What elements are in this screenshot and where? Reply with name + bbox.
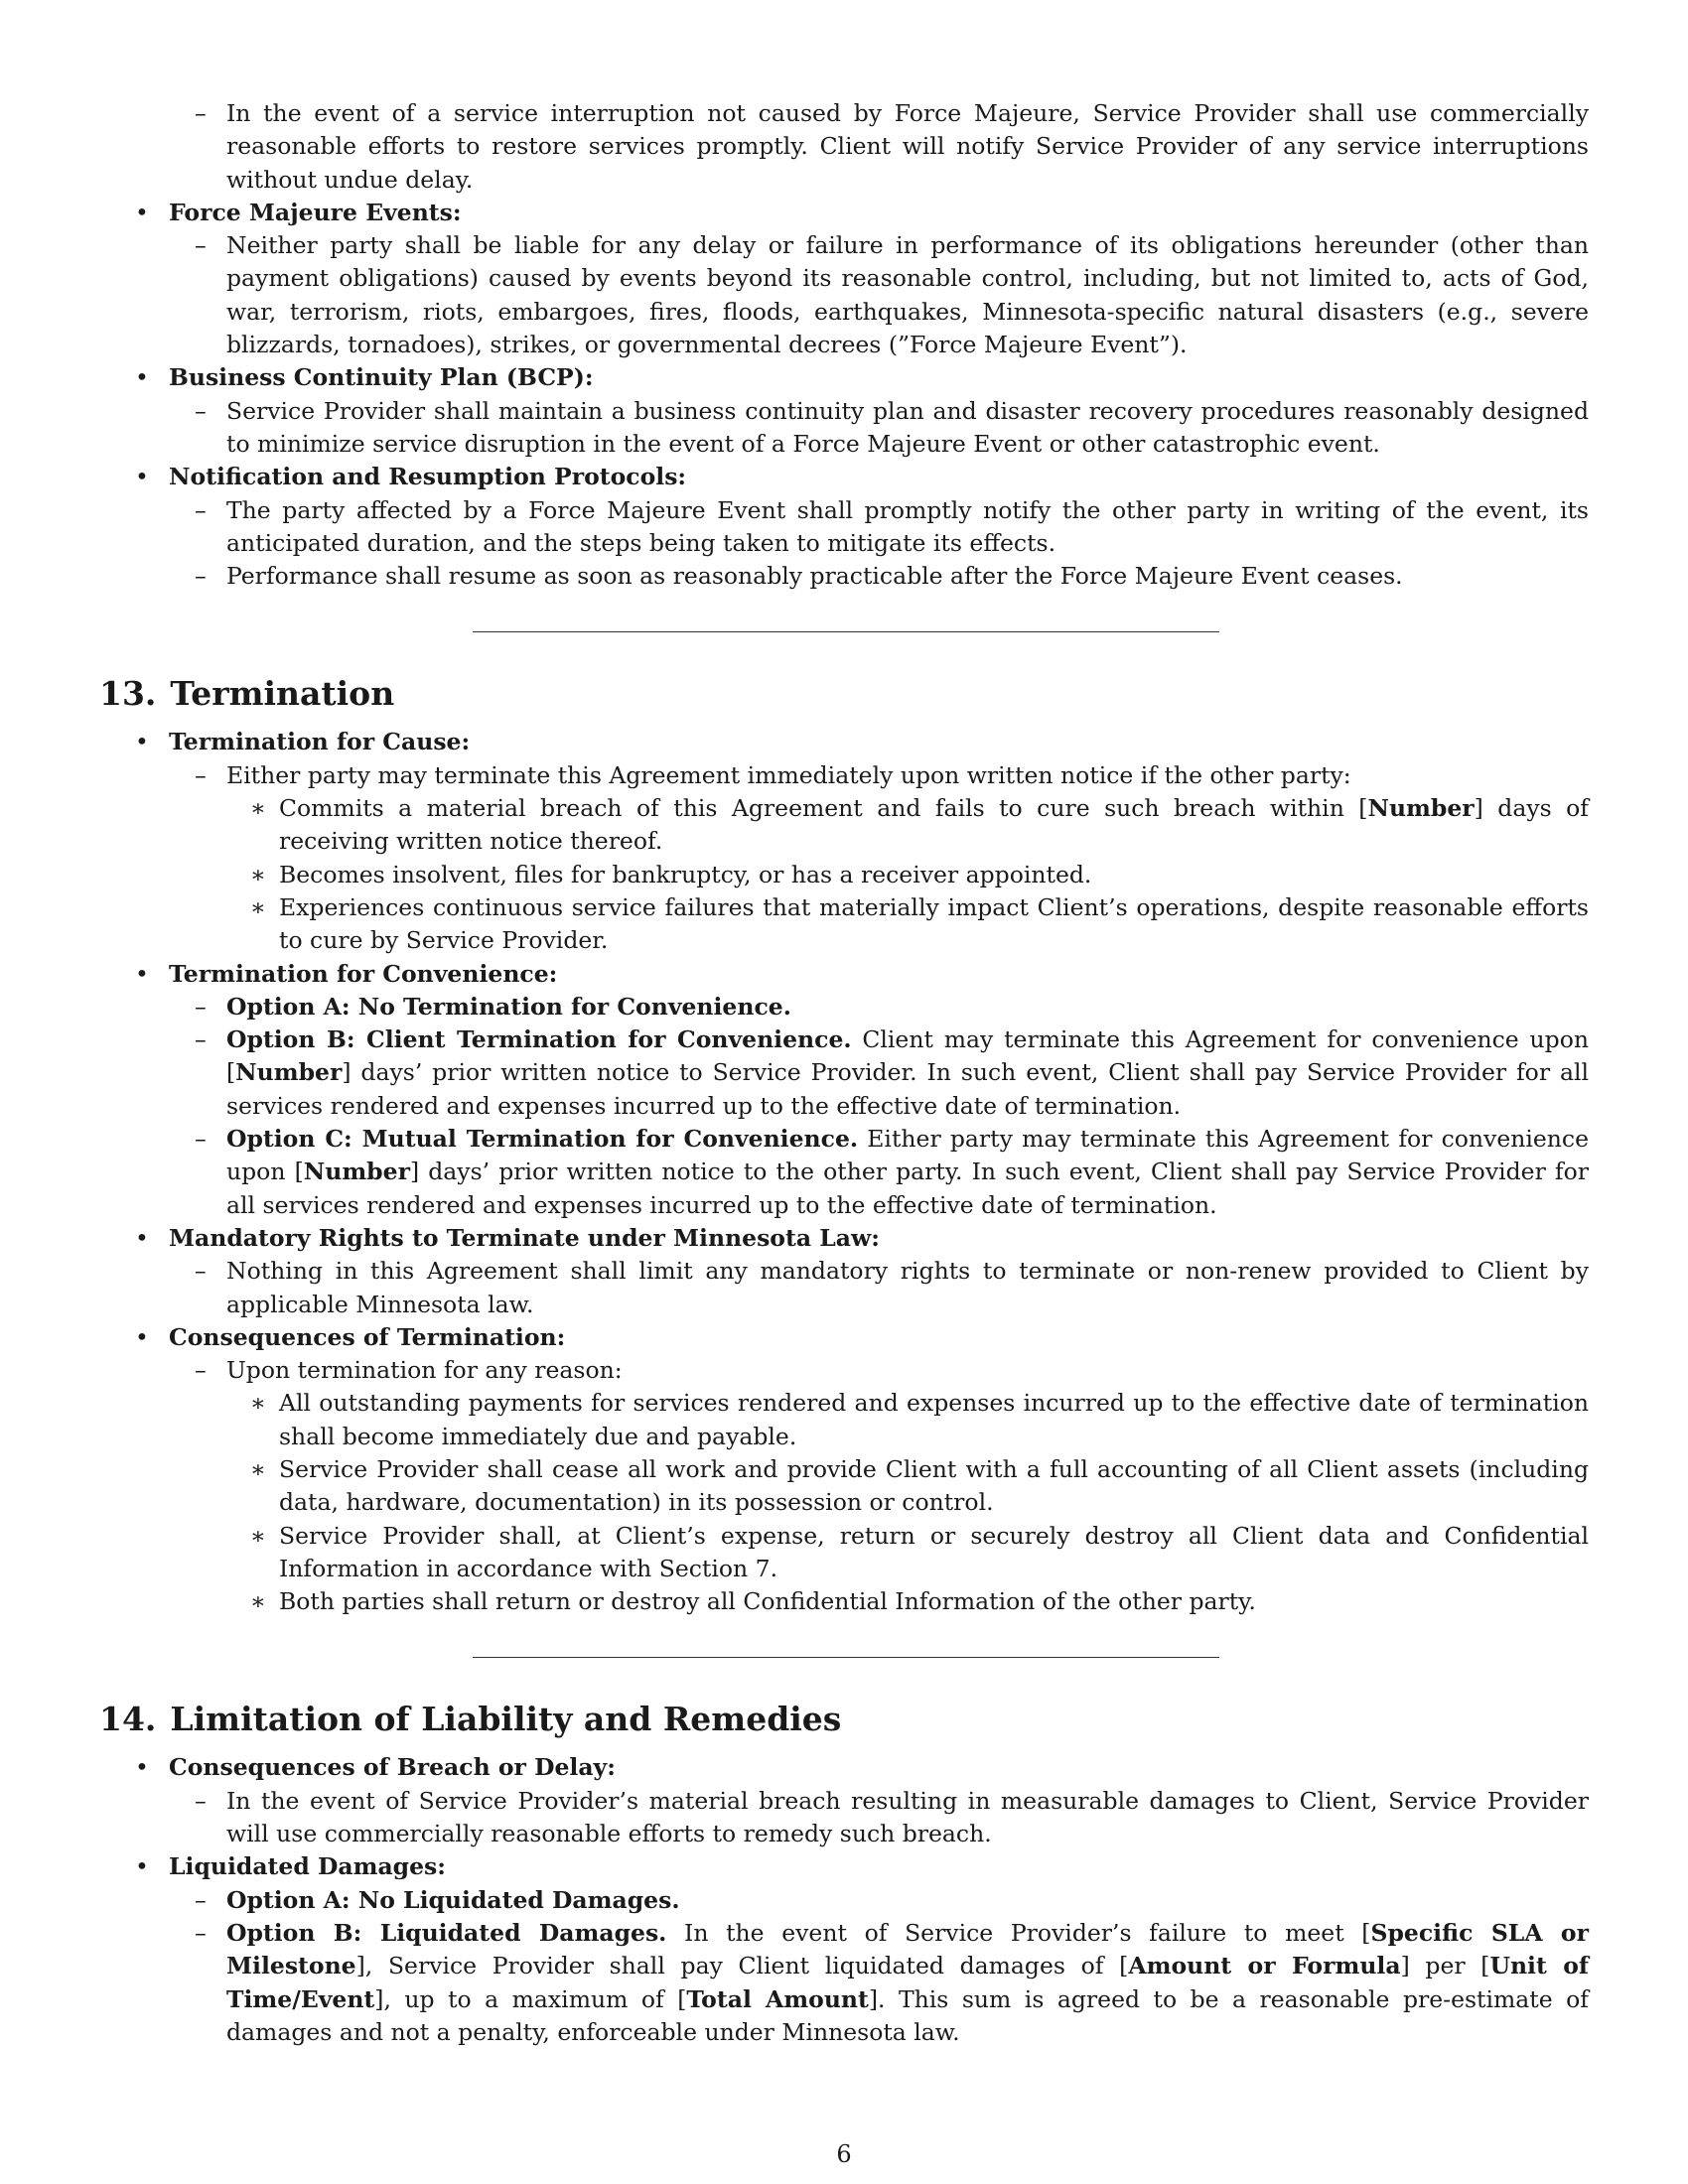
list-item: ∗ Both parties shall return or destroy all Confidential Information of the other party.: [250, 1587, 1256, 1616]
item-label: Consequences of Breach or Delay:: [169, 1753, 616, 1782]
item-label: Mandatory Rights to Terminate under Minnesota Law:: [169, 1223, 880, 1252]
list-item: • Consequences of Breach or Delay:: [135, 1753, 616, 1782]
list-item: • Liquidated Damages:: [135, 1852, 446, 1881]
list-item: – In the event of a service interruption not caused by Force Majeure, Service Provider shall use commercially reasonable efforts to restore services promptly. Client will notify Service Provider of any service interruptions without undue delay.: [195, 99, 1589, 194]
list-item: – In the event of Service Provider’s material breach resulting in measurable damages to Client, Service Provider will use commercially reasonable efforts to remedy such breach.: [195, 1786, 1589, 1848]
section-divider: [473, 631, 1219, 632]
list-item: ∗ Becomes insolvent, files for bankruptcy, or has a receiver appointed.: [250, 860, 1092, 888]
list-item: • Consequences of Termination:: [135, 1322, 566, 1351]
list-item: – Option B: Liquidated Damages. In the event of Service Provider’s failure to meet [Specific SLA or Milestone], Service Provider shall pay Client liquidated damages of [Amount or Formula] per [Unit of Time/Event], up to a maximum of [Total Amount]. This sum is agreed to be a reasonable pre-estimate of damages and not a penalty, enforceable under Minnesota law.: [195, 1918, 1590, 2046]
section-heading: 13. Termination: [99, 674, 395, 714]
list-item: ∗ Commits a material breach of this Agreement and fails to cure such breach within [Number] days of receiving written notice thereof.: [250, 794, 1589, 856]
item-label: Liquidated Damages:: [169, 1852, 446, 1881]
list-item: – Upon termination for any reason:: [195, 1356, 623, 1385]
section-heading: 14. Limitation of Liability and Remedies: [99, 1700, 842, 1739]
list-item: – Option B: Client Termination for Convenience. Client may terminate this Agreement for convenience upon [Number] days’ prior written notice to Service Provider. In such event, Client shall pay Service Provider for all services rendered and expenses incurred up to the effective date of termination.: [195, 1025, 1589, 1120]
list-item: – Option A: No Termination for Convenience.: [195, 992, 791, 1021]
item-label: Force Majeure Events:: [169, 198, 462, 226]
list-item: ∗ All outstanding payments for services rendered and expenses incurred up to the effective date of termination shall become immediately due and payable.: [250, 1389, 1589, 1450]
list-item: • Mandatory Rights to Terminate under Minnesota Law:: [135, 1223, 880, 1252]
list-item: • Force Majeure Events:: [135, 198, 462, 226]
list-item: • Termination for Cause:: [135, 728, 471, 756]
item-label: Notification and Resumption Protocols:: [169, 463, 687, 491]
list-item: ∗ Service Provider shall cease all work and provide Client with a full accounting of all Client assets (including data, hardware, documentation) in its possession or control.: [250, 1454, 1589, 1517]
item-label: Termination for Convenience:: [169, 959, 558, 988]
list-item: – The party affected by a Force Majeure Event shall promptly notify the other party in writing of the event, its anticipated duration, and the steps being taken to mitigate its effects.: [195, 495, 1589, 557]
item-label: Consequences of Termination:: [169, 1322, 566, 1351]
item-label: Business Continuity Plan (BCP):: [169, 363, 594, 392]
list-item: – Performance shall resume as soon as reasonably practicable after the Force Majeure Event ceases.: [195, 562, 1403, 591]
list-item: • Termination for Convenience:: [135, 959, 558, 988]
list-item: – Nothing in this Agreement shall limit any mandatory rights to terminate or non-renew provided to Client by applicable Minnesota law.: [195, 1257, 1589, 1318]
page-number: 6: [836, 2140, 852, 2168]
list-item: ∗ Service Provider shall, at Client’s expense, return or securely destroy all Client data and Confidential Information in accordance with Section 7.: [250, 1521, 1589, 1582]
section-divider: [473, 1657, 1219, 1658]
list-item: – Option C: Mutual Termination for Convenience. Either party may terminate this Agreement for convenience upon [Number] days’ prior written notice to the other party. In such event, Client shall pay Service Provider for all services rendered and expenses incurred up to the effective date of termination.: [195, 1125, 1589, 1219]
list-item: • Business Continuity Plan (BCP):: [135, 363, 594, 392]
list-item: ∗ Experiences continuous service failures that materially impact Client’s operations, despite reasonable efforts to cure by Service Provider.: [250, 892, 1589, 955]
list-item: – Either party may terminate this Agreement immediately upon written notice if the other party:: [195, 760, 1351, 789]
list-item: • Notification and Resumption Protocols:: [135, 463, 687, 491]
list-item: – Service Provider shall maintain a business continuity plan and disaster recovery procedures reasonably designed to minimize service disruption in the event of a Force Majeure Event or other catastrophic event.: [195, 396, 1589, 458]
page-content: [99, 97, 1589, 2049]
item-label: Termination for Cause:: [169, 728, 471, 756]
list-item: – Neither party shall be liable for any delay or failure in performance of its obligations hereunder (other than payment obligations) caused by events beyond its reasonable control, including, but not limited to, acts of God, war, terrorism, riots, embargoes, fires, floods, earthquakes, Minnesota-specific natural disasters (e.g., severe blizzards, tornadoes), strikes, or governmental decrees (”Force Majeure Event”).: [195, 231, 1589, 359]
list-item: – Option A: No Liquidated Damages.: [195, 1885, 680, 1914]
